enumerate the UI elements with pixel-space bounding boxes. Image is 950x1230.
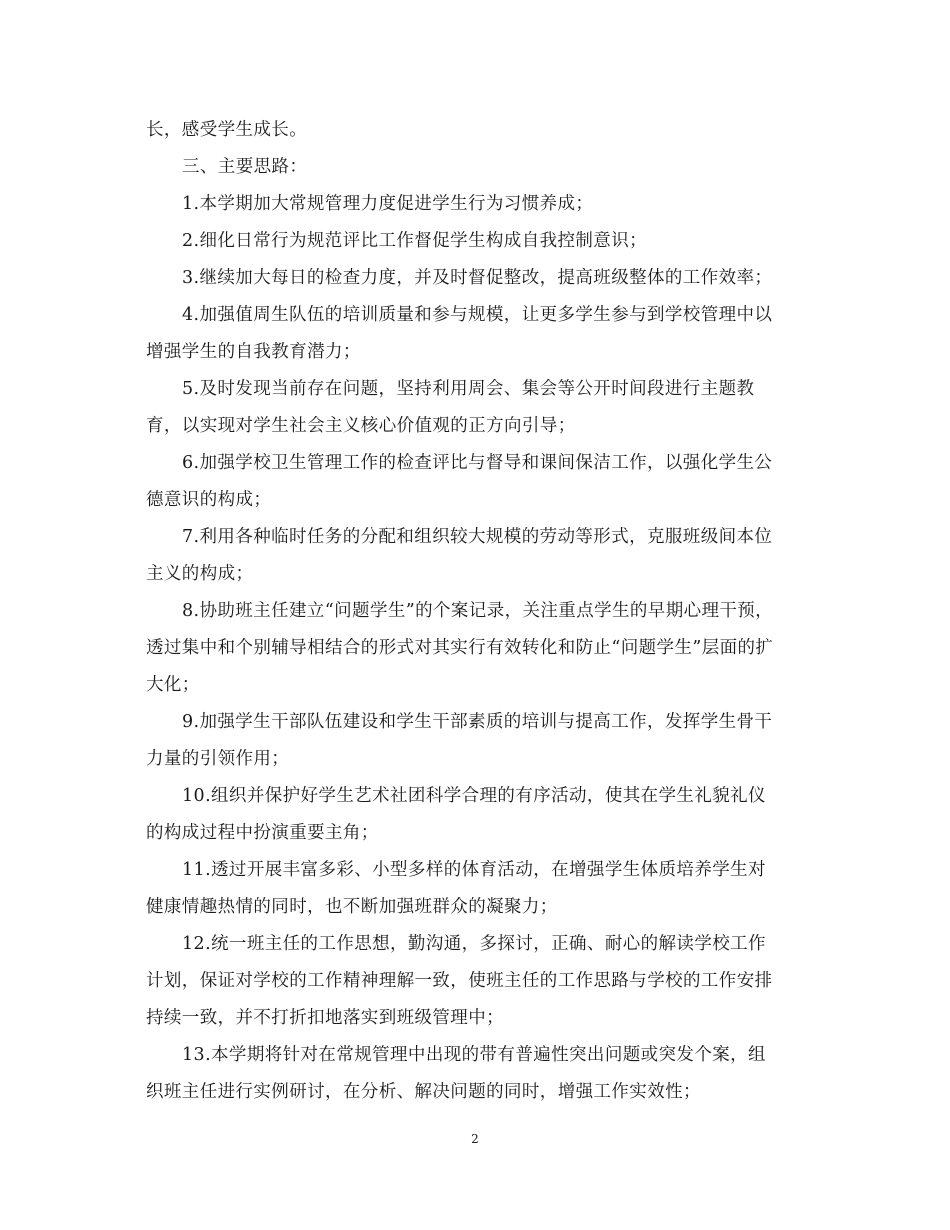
text-line: 12.统一班主任的工作思想，勤沟通，多探讨，正确、耐心的解读学校工作 (182, 934, 766, 954)
text-line: 主义的构成； (146, 564, 254, 584)
text-line: 7.利用各种临时任务的分配和组织较大规模的劳动等形式，克服班级间本位 (182, 527, 773, 547)
text-line: 3.继续加大每日的检查力度，并及时督促整改，提高班级整体的工作效率； (182, 268, 773, 288)
text-line: 5.及时发现当前存在问题，坚持利用周会、集会等公开时间段进行主题教 (182, 379, 755, 399)
text-line: 育，以实现对学生社会主义核心价值观的正方向引导； (146, 416, 576, 436)
text-line: 4.加强值周生队伍的培训质量和参与规模，让更多学生参与到学校管理中以 (182, 305, 773, 325)
text-line: 长，感受学生成长。 (146, 120, 308, 140)
page-number: 2 (471, 1132, 479, 1146)
text-line: 2.细化日常行为规范评比工作督促学生构成自我控制意识； (182, 231, 647, 251)
text-line: 13.本学期将针对在常规管理中出现的带有普遍性突出问题或突发个案，组 (182, 1045, 766, 1065)
text-line: 9.加强学生干部队伍建设和学生干部素质的培训与提高工作，发挥学生骨干 (182, 712, 773, 732)
text-line: 增强学生的自我教育潜力； (146, 342, 361, 362)
document-body (146, 112, 806, 1111)
text-line: 11.透过开展丰富多彩、小型多样的体育活动，在增强学生体质培养学生对 (182, 860, 766, 880)
text-line: 10.组织并保护好学生艺术社团科学合理的有序活动，使其在学生礼貌礼仪 (182, 786, 766, 806)
text-line: 6.加强学校卫生管理工作的检查评比与督导和课间保洁工作，以强化学生公 (182, 453, 773, 473)
text-line: 透过集中和个别辅导相结合的形式对其实行有效转化和防止“问题学生”层面的扩 (146, 638, 774, 658)
text-line: 计划，保证对学校的工作精神理解一致，使班主任的工作思路与学校的工作安排 (146, 971, 773, 991)
text-line: 1.本学期加大常规管理力度促进学生行为习惯养成； (182, 194, 594, 214)
section-heading: 三、主要思路： (182, 157, 308, 177)
text-line: 大化； (146, 675, 200, 695)
text-line: 健康情趣热情的同时，也不断加强班群众的凝聚力； (146, 897, 558, 917)
text-line: 的构成过程中扮演重要主角； (146, 823, 379, 843)
text-line: 力量的引领作用； (146, 749, 290, 769)
text-line: 德意识的构成； (146, 490, 272, 510)
text-line: 8.协助班主任建立“问题学生”的个案记录，关注重点学生的早期心理干预， (182, 601, 774, 621)
text-line: 织班主任进行实例研讨，在分析、解决问题的同时，增强工作实效性； (146, 1082, 701, 1102)
text-line: 持续一致，并不打折扣地落实到班级管理中； (146, 1008, 504, 1028)
